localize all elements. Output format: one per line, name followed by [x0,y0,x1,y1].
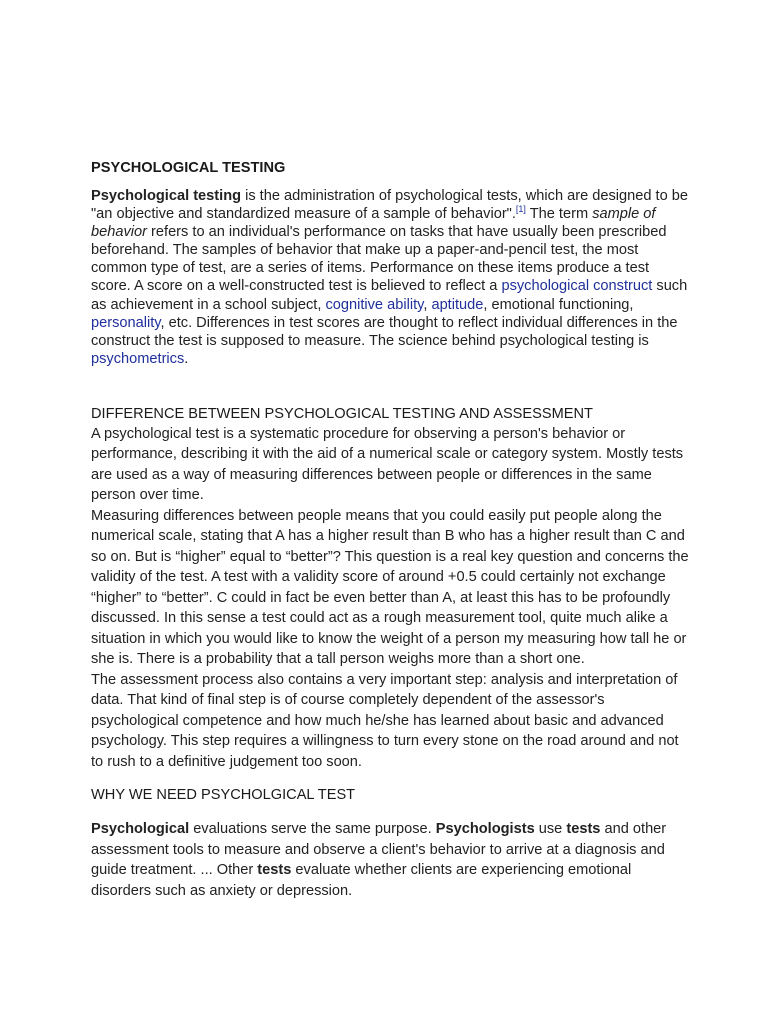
citation-link[interactable]: [1] [515,204,526,215]
intro-paragraph: Psychological testing is the administration of psychological tests, which are designed to be "an objective and standardized measure of a sample of behavior".[1] The term sample of behavior refers to an individual's performance on tasks that have usually been prescribed beforehand. The samples of behavior that make up a paper-and-pencil test, the most common type of test, are a series of items. Performance on these items produce a test score. A score on a well-constructed test is believed to reflect a psychological construct such as achievement in a school subject, cognitive ability, aptitude, emotional functioning, personality, etc. Differences in test scores are thought to reflect individual differences in the construct the test is supposed to measure. The science behind psychological testing is psychometrics. [91,188,689,367]
section-heading-difference: DIFFERENCE BETWEEN PSYCHOLOGICAL TESTING AND ASSESSMENT [91,405,593,422]
link-cognitive-ability[interactable]: cognitive ability [325,296,424,313]
section-heading-why-test: WHY WE NEED PSYCHOLGICAL TEST [91,787,356,804]
difference-paragraph-3: The assessment process also contains a very important step: analysis and interpretation of data. That kind of final step is of course completely dependent of the assessor's psychological competence and how much he/she has learned about basic and advanced psychology. This step requires a willingness to turn every stone on the road around and not to rush to a definitive judgement too soon. [91,671,679,770]
document-page [91,160,691,901]
link-psychometrics[interactable]: psychometrics [91,350,185,367]
term-italic: sample of behavior [91,206,656,241]
difference-paragraph-1: A psychological test is a systematic procedure for observing a person's behavior or performance, describing it with the aid of a numerical scale or category system. Mostly tests are used as a way of measuring differences between people or differences in the same person over time. [91,425,684,504]
link-personality[interactable]: personality [91,314,161,331]
link-psychological-construct[interactable]: psychological construct [501,278,653,295]
difference-paragraph-2: Measuring differences between people means that you could easily put people along the numerical scale, stating that A has a higher result than B who has a higher result than C and so on. But is “higher” equal to “better”? This question is a real key question and concerns the validity of the test. A test with a validity score of around +0.5 could certainly not exchange “higher” to “better”. C could in fact be even better than A, at least this has to be profoundly discussed. In this sense a test could act as a rough measurement tool, quite much alike a situation in which you would like to know the weight of a person my measuring how tall he or she is. There is a probability that a tall person weighs more than a short one. [91,507,689,668]
section-heading-psychological-testing: PSYCHOLOGICAL TESTING [91,160,286,176]
link-aptitude[interactable]: aptitude [431,296,484,313]
term-bold: Psychological testing [91,188,242,204]
why-test-paragraph: Psychological evaluations serve the same purpose. Psychologists use tests and other assessment tools to measure and observe a client's behavior to arrive at a diagnosis and guide treatment. ... Other tests evaluate whether clients are experiencing emotional disorders such as anxiety or depression. [91,821,667,899]
